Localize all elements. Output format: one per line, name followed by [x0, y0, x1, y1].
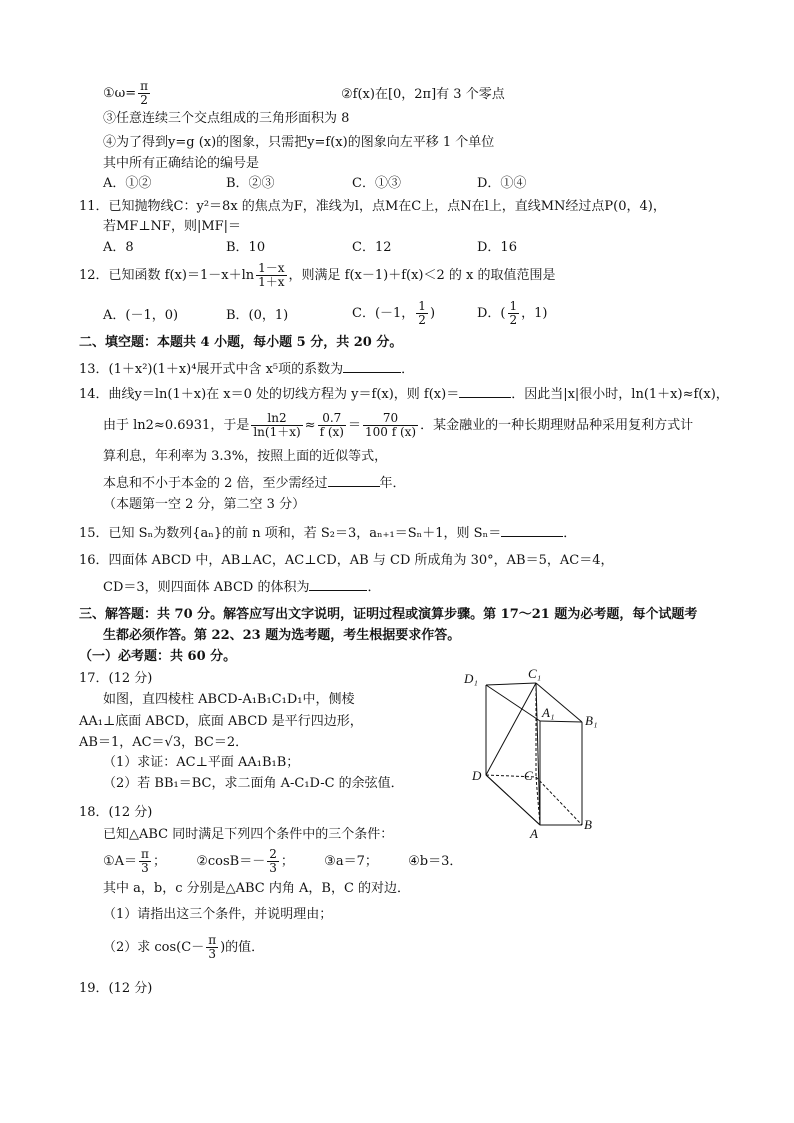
label-d: D	[472, 768, 482, 783]
q10-ask: 其中所有正确结论的编号是	[103, 156, 260, 171]
q11-choice-c: C．12	[352, 240, 392, 255]
q15: 15．已知 Sₙ为数列{aₙ}的前 n 项和，若 S₂＝3，aₙ₊₁＝Sₙ＋1，则 Sₙ＝ ．	[79, 526, 577, 541]
label-b1: B₁	[585, 713, 598, 728]
q14-blank-2[interactable]	[328, 474, 380, 487]
q13-blank[interactable]	[343, 360, 401, 373]
q10-choice-d: D．①④	[477, 176, 527, 191]
q17-head: 17．(12 分)	[79, 671, 153, 686]
q17-line-2: AA₁⊥底面 ABCD，底面 ABCD 是平行四边形，	[79, 714, 363, 729]
q14-score-note: （本题第一空 2 分，第二空 3 分）	[103, 497, 306, 512]
q10-choice-c: C．①③	[352, 176, 401, 191]
q10-option-3: ③任意连续三个交点组成的三角形面积为 8	[103, 111, 350, 126]
q10-opt1-fraction: $\frac{\pi}{2}$	[140, 79, 149, 107]
section-2-heading: 二、填空题：本题共 4 小题，每小题 5 分，共 20 分。	[79, 335, 403, 350]
q14-blank-1[interactable]	[459, 385, 511, 398]
q16-blank[interactable]	[309, 578, 367, 591]
q10-option-2: ②f(x)在[0，2π]有 3 个零点	[341, 87, 505, 102]
section-3-sub: （一）必考题：共 60 分。	[79, 649, 237, 664]
q11-line-1: 11．已知抛物线C：y²＝8x 的焦点为F，准线为l，点M在C上，点N在l上，直线MN经过点P(0，4)，	[79, 199, 666, 214]
label-c: C	[524, 768, 533, 783]
q12-choice-b: B．(0，1)	[226, 308, 289, 323]
q18-line-1: 已知△ABC 同时满足下列四个条件中的三个条件：	[103, 827, 394, 842]
q10-choice-b: B．②③	[226, 176, 275, 191]
q10-opt1-prefix: ①ω=	[103, 86, 137, 101]
section-3-line-1: 三、解答题：共 70 分。解答应写出文字说明，证明过程或演算步骤。第 17～21 题为必考题，每个试题考	[79, 607, 698, 622]
q14-line-4: 本息和不小于本金的 2 倍，至少需经过 年．	[103, 476, 406, 491]
q11-choice-a: A．8	[103, 240, 134, 255]
q10-option-1	[103, 80, 152, 107]
q19-head: 19．(12 分)	[79, 981, 153, 996]
q11-line-2: 若MF⊥NF，则|MF|＝	[103, 219, 242, 234]
q17-line-3: AB＝1，AC＝√3，BC＝2．	[79, 735, 249, 750]
q12-stem: 12．已知函数 f(x)＝1－x＋ln $\frac{1-x}{1+x}$ ，则满足 f(x－1)＋f(x)＜2 的 x 的取值范围是	[79, 261, 556, 289]
q12-choice-a: A．(－1，0)	[103, 308, 179, 323]
q14-line-2: 由于 ln2≈0.6931，于是 $\frac{\ln 2}{\ln(1+x)}$ ≈ $\frac{0.7}{f (x)}$ ＝ $\frac{70}{100 f (x)}$ ．某金融业的一种长期理财品种采用复利方式计	[103, 411, 694, 439]
label-b: B	[584, 817, 592, 832]
q15-blank[interactable]	[501, 524, 563, 537]
label-d1: D₁	[464, 671, 478, 686]
section-3-line-2: 生都必须作答。第 22、23 题为选考题，考生根据要求作答。	[103, 628, 461, 643]
q18-conditions: ①A＝ $\frac{\pi}{3}$ ； ②cosB＝－ $\frac{2}{3}$ ； ③a＝7； ④b＝3．	[103, 847, 463, 875]
q17-line-1: 如图，直四棱柱 ABCD-A₁B₁C₁D₁中，侧棱	[103, 692, 355, 707]
q16-line-1: 16．四面体 ABCD 中，AB⊥AC，AC⊥CD，AB 与 CD 所成角为 30°，AB＝5，AC＝4，	[79, 553, 614, 568]
q17-part-1: （1）求证：AC⊥平面 AA₁B₁B；	[103, 755, 300, 770]
q13: 13．(1＋x²)(1＋x)⁴展开式中含 x⁵项的系数为 ．	[79, 362, 415, 377]
q18-line-3: 其中 a，b，c 分别是△ABC 内角 A，B，C 的对边．	[103, 881, 411, 896]
q14-line-3: 算利息，年利率为 3.3%，按照上面的近似等式，	[103, 449, 388, 464]
q18-part-2: （2）求 cos(C－ $\frac{\pi}{3}$ )的值．	[103, 933, 265, 961]
q17-part-2: （2）若 BB₁＝BC，求二面角 A-C₁D-C 的余弦值．	[103, 776, 404, 791]
q11-choice-d: D．16	[477, 240, 517, 255]
q10-choice-a: A．①②	[103, 176, 152, 191]
q18-part-1: （1）请指出这三个条件，并说明理由；	[103, 907, 333, 922]
q10-option-4: ④为了得到y=g (x)的图象，只需把y=f(x)的图象向左平移 1 个单位	[103, 135, 495, 150]
label-a: A	[530, 826, 538, 840]
q16-line-2: CD＝3，则四面体 ABCD 的体积为 ．	[103, 580, 381, 595]
q14-line-1: 14．曲线y＝ln(1＋x)在 x＝0 处的切线方程为 y＝f(x)，则 f(x)＝ ．因此当|x|很小时，ln(1＋x)≈f(x)，	[79, 387, 729, 402]
q12-choice-d: D．( $\frac{1}{2}$ ，1)	[477, 299, 548, 327]
label-a1: A₁	[542, 705, 555, 720]
q18-head: 18．(12 分)	[79, 805, 153, 820]
q17-prism-figure	[462, 665, 612, 840]
q11-choice-b: B．10	[226, 240, 266, 255]
q12-fraction: $\frac{1-x}{1+x}$	[258, 261, 285, 289]
label-c1: C₁	[528, 666, 542, 681]
q12-choice-c: C．(－1， $\frac{1}{2}$ )	[352, 299, 436, 327]
